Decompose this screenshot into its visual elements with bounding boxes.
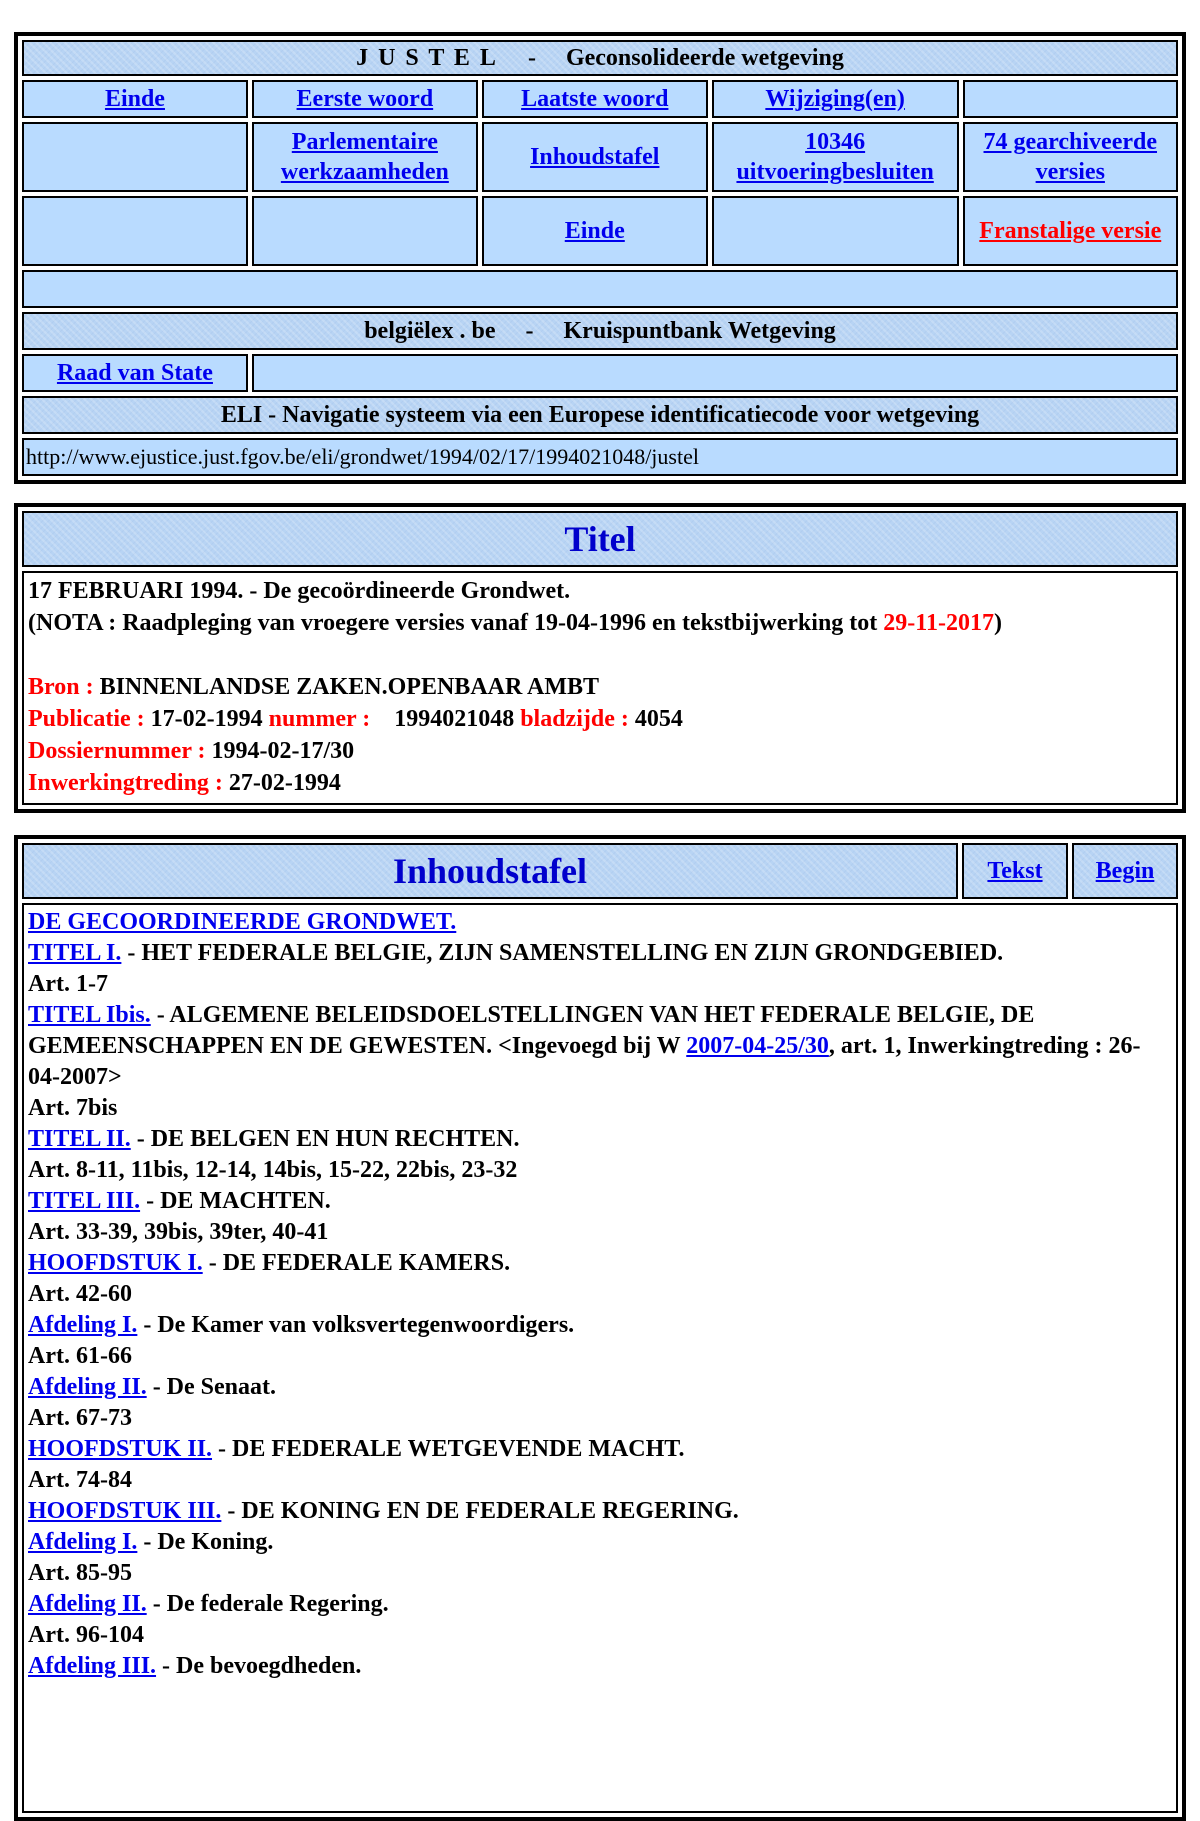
franstalige-versie-link[interactable]: Franstalige versie (979, 218, 1162, 244)
spacer (28, 639, 1172, 671)
bladzijde-label: bladzijde : (514, 706, 635, 732)
toc-text: - DE MACHTEN. (140, 1188, 331, 1214)
begin-link[interactable]: Begin (1095, 857, 1155, 884)
toc-entry (28, 1589, 1172, 1620)
toc-article-range (28, 1279, 1172, 1310)
toc-article-range (28, 1620, 1172, 1651)
toc-article-range (28, 1217, 1172, 1248)
inwerking-label: Inwerkingtreding : (28, 770, 229, 796)
toc-article-range (28, 1155, 1172, 1186)
nota-close: ) (993, 610, 1002, 636)
toc-entry (28, 1434, 1172, 1465)
titel-panel (14, 503, 1186, 813)
toc-entry (28, 1248, 1172, 1279)
nav-cell-frans (963, 196, 1178, 266)
inwerking-line (28, 767, 1172, 799)
toc-text: - De bevoegdheden. (156, 1653, 362, 1679)
toc-text: Art. 67-73 (28, 1405, 132, 1431)
toc-text: - ALGEMENE BELEIDSDOELSTELLINGEN VAN HET FEDERALE BELGIE, DE GEMEENSCHAPPEN EN DE GEWESTEN. <Ingevoegd bij W (28, 1002, 1035, 1059)
toc-text: Art. 85-95 (28, 1560, 132, 1586)
toc-article-range (28, 1465, 1172, 1496)
titel-line: 17 FEBRUARI 1994. - De gecoördineerde Grondwet. (28, 578, 571, 604)
nav-cell-inhoud (482, 122, 708, 192)
toc-text: Art. 1-7 (28, 971, 108, 997)
nav-cell-empty-6 (252, 354, 1178, 392)
toc-link[interactable]: TITEL II. (28, 1126, 131, 1152)
belgiel-separator: - (525, 317, 534, 344)
justel-subtitle: Geconsolideerde wetgeving (565, 44, 844, 71)
toc-article-range (28, 969, 1172, 1000)
nav-cell-empty-4 (252, 196, 478, 266)
publicatie-line (28, 703, 1172, 735)
publicatie-value: 17-02-1994 (150, 706, 263, 732)
publicatie-label: Publicatie : (28, 706, 151, 732)
toc-text: Art. 61-66 (28, 1343, 132, 1369)
toc-link[interactable]: HOOFDSTUK III. (28, 1498, 222, 1524)
tekst-link[interactable]: Tekst (987, 857, 1043, 884)
nota-text: (NOTA : Raadpleging van vroegere versies vanaf 19-04-1996 en tekstbijwerking tot (28, 610, 884, 636)
nav-cell-archief (963, 122, 1178, 192)
nav-cell-einde2 (482, 196, 708, 266)
eli-bar: ELI - Navigatie systeem via een Europese identificatiecode voor wetgeving (22, 396, 1178, 434)
toc-entry (28, 1000, 1172, 1093)
toc-link[interactable]: HOOFDSTUK II. (28, 1436, 213, 1462)
justel-title-bar (22, 40, 1178, 76)
begin-cell (1072, 843, 1178, 899)
nav-cell-empty-5 (712, 196, 959, 266)
toc-entry (28, 1186, 1172, 1217)
toc-article-range (28, 1558, 1172, 1589)
gearchiveerde-versies-link[interactable]: 74 gearchiveerde versies (983, 129, 1158, 185)
toc-text: - De Senaat. (146, 1374, 277, 1400)
title-separator: - (527, 44, 536, 71)
toc-entry (28, 938, 1172, 969)
justel-nav-table (14, 32, 1186, 484)
toc-article-range (28, 1403, 1172, 1434)
toc-text: Art. 8-11, 11bis, 12-14, 14bis, 15-22, 22bis, 23-32 (28, 1157, 518, 1183)
titel-heading: Titel (22, 511, 1178, 567)
toc-text: - De Kamer van volksvertegenwoordigers. (137, 1312, 575, 1338)
inhoudstafel-link[interactable]: Inhoudstafel (530, 144, 660, 170)
inwerking-value: 27-02-1994 (228, 770, 341, 796)
nav-cell-wijziging (712, 80, 959, 118)
toc-text-tail: , art. 1, Inwerkingtreding : 26-04-2007> (28, 1033, 1141, 1090)
nummer-label: nummer : (262, 706, 377, 732)
nav-cell-empty-3 (22, 196, 248, 266)
dossier-label: Dossiernummer : (28, 738, 212, 764)
toc-text: Art. 42-60 (28, 1281, 132, 1307)
toc-article-range (28, 1093, 1172, 1124)
toc-link[interactable]: Afdeling II. (28, 1591, 147, 1617)
nav-cell-raad (22, 354, 248, 392)
wijzigingen-link[interactable]: Wijziging(en) (765, 85, 905, 112)
dossier-value: 1994-02-17/30 (211, 738, 355, 764)
toc-link[interactable]: DE GECOORDINEERDE GRONDWET. (28, 909, 457, 935)
toc-text: - De federale Regering. (146, 1591, 389, 1617)
toc-text: - DE FEDERALE KAMERS. (202, 1250, 511, 1276)
toc-link[interactable]: TITEL III. (28, 1188, 141, 1214)
toc-text: Art. 74-84 (28, 1467, 132, 1493)
belgiel-subtitle: Kruispuntbank Wetgeving (563, 317, 836, 344)
toc-wet-link[interactable]: 2007-04-25/30 (686, 1033, 829, 1059)
nav-cell-empty-1 (963, 80, 1178, 118)
nota-line (28, 607, 1172, 639)
nota-date: 29-11-2017 (883, 610, 994, 636)
toc-text: - DE BELGEN EN HUN RECHTEN. (130, 1126, 520, 1152)
parlementaire-werkzaamheden-link[interactable]: Parlementaire werkzaamheden (280, 129, 449, 185)
eerste-woord-link[interactable]: Eerste woord (296, 85, 434, 112)
raad-van-state-link[interactable]: Raad van State (56, 359, 213, 386)
bladzijde-value: 4054 (634, 706, 683, 732)
einde-link-2[interactable]: Einde (564, 218, 625, 244)
toc-text: - DE FEDERALE WETGEVENDE MACHT. (212, 1436, 685, 1462)
inhoudstafel-heading: Inhoudstafel (22, 843, 958, 899)
toc-text: Art. 7bis (28, 1095, 118, 1121)
nummer-value: 1994021048 (394, 706, 515, 732)
toc-link[interactable]: TITEL Ibis. (28, 1002, 151, 1028)
dossier-line (28, 735, 1172, 767)
uitvoeringbesluiten-link[interactable]: 10346 uitvoeringbesluiten (736, 129, 934, 185)
toc-link[interactable]: Afdeling II. (28, 1374, 147, 1400)
laatste-woord-link[interactable]: Laatste woord (521, 85, 669, 112)
nav-cell-einde (22, 80, 248, 118)
toc-entry (28, 1527, 1172, 1558)
toc-link[interactable]: Afdeling III. (28, 1653, 157, 1679)
bron-label: Bron : (28, 674, 100, 700)
toc-text: - De Koning. (137, 1529, 274, 1555)
toc-entry (28, 1310, 1172, 1341)
bron-line (28, 671, 1172, 703)
toc-entry (28, 1496, 1172, 1527)
nav-cell-parl (252, 122, 478, 192)
belgiel-bar (22, 312, 1178, 350)
eli-url: http://www.ejustice.just.fgov.be/eli/grondwet/1994/02/17/1994021048/justel (22, 438, 1178, 476)
toc-entry (28, 907, 1172, 938)
toc-text: Art. 33-39, 39bis, 39ter, 40-41 (28, 1219, 329, 1245)
toc-link[interactable]: Afdeling I. (28, 1312, 138, 1338)
toc-text: Art. 96-104 (28, 1622, 144, 1648)
justel-brand: J U S T E L (356, 44, 498, 71)
toc-entry (28, 1124, 1172, 1155)
nav-cell-eerste (252, 80, 478, 118)
toc-link[interactable]: Afdeling I. (28, 1529, 138, 1555)
nav-cell-empty-2 (22, 122, 248, 192)
belgiel-brand: belgiëlex . be (364, 317, 496, 344)
nav-cell-uitvoering (712, 122, 959, 192)
titel-body (22, 571, 1178, 805)
tekst-cell (962, 843, 1068, 899)
toc-text: - DE KONING EN DE FEDERALE REGERING. (221, 1498, 739, 1524)
toc-entry (28, 1651, 1172, 1682)
toc-article-range (28, 1341, 1172, 1372)
nav-empty-row (22, 270, 1178, 308)
toc-list (22, 903, 1178, 1813)
inhoudstafel-panel (14, 835, 1186, 1821)
einde-link[interactable]: Einde (104, 85, 165, 112)
toc-entry (28, 1372, 1172, 1403)
toc-link[interactable]: TITEL I. (28, 940, 122, 966)
bron-value: BINNENLANDSE ZAKEN.OPENBAAR AMBT (99, 674, 599, 700)
nav-cell-laatste (482, 80, 708, 118)
toc-link[interactable]: HOOFDSTUK I. (28, 1250, 203, 1276)
toc-text: - HET FEDERALE BELGIE, ZIJN SAMENSTELLING EN ZIJN GRONDGEBIED. (121, 940, 1004, 966)
